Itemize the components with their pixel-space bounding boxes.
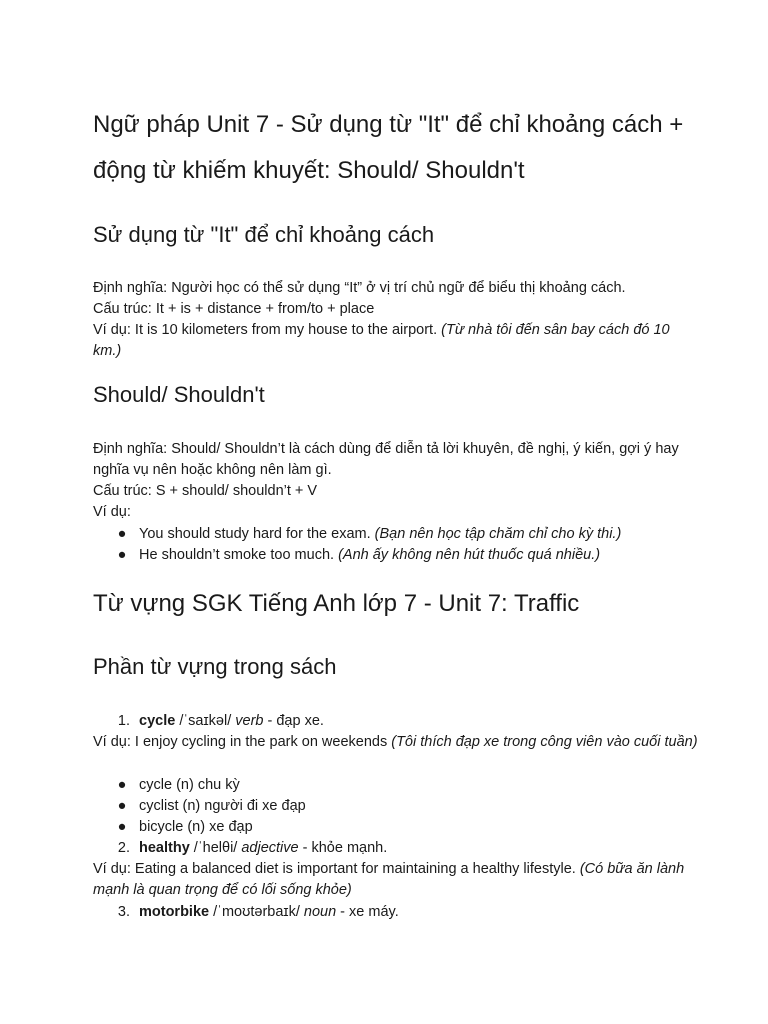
bullet: ●: [117, 819, 127, 835]
related-word: bicycle (n) xe đạp: [139, 819, 253, 835]
vocab-word: healthy: [139, 840, 190, 856]
should-example-translation: (Bạn nên học tập chăm chỉ cho kỳ thi.): [374, 526, 622, 542]
it-structure: Cấu trúc: It + is + distance + from/to + place: [93, 301, 375, 317]
should-example-text: You should study hard for the exam.: [139, 526, 371, 542]
vocab-ipa: /ˈhelθi/: [189, 840, 242, 856]
vocab-pos: verb: [235, 713, 264, 729]
bullet: ●: [117, 526, 127, 542]
should-structure: Cấu trúc: S + should/ shouldn’t + V: [93, 483, 318, 499]
vocab-title: Từ vựng SGK Tiếng Anh lớp 7 - Unit 7: Traffic: [93, 590, 580, 617]
vocab-example-translation: (Tôi thích đạp xe trong công viên vào cuối tuần): [391, 734, 698, 750]
vocab-meaning: - đạp xe.: [263, 713, 324, 729]
item-number: 1.: [117, 713, 130, 729]
it-section: [93, 221, 698, 249]
vocab-example-block: [93, 859, 698, 901]
it-example: [93, 320, 698, 362]
bullet: ●: [117, 798, 127, 814]
vocab-example-block: [93, 732, 698, 753]
vocab-example: [93, 732, 698, 753]
vocab-example-text: Ví dụ: I enjoy cycling in the park on weekends: [93, 734, 388, 750]
item-number: 3.: [117, 904, 130, 920]
vocab-meaning: - khỏe mạnh.: [298, 840, 388, 856]
it-section-heading: Sử dụng từ "It" để chỉ khoảng cách: [93, 222, 435, 247]
it-example-translation: (Từ nhà tôi đến sân bay cách đó 10 km.): [93, 322, 670, 359]
item-number: 2.: [117, 840, 130, 856]
vocab-word: cycle: [139, 713, 176, 729]
grammar-title-block: [93, 102, 698, 194]
vocab-word: motorbike: [139, 904, 210, 920]
vocab-pos: adjective: [241, 840, 299, 856]
should-section-body: [93, 439, 698, 523]
should-definition: Định nghĩa: Should/ Shouldn’t là cách dùng để diễn tả lời khuyên, đề nghị, ý kiến, gợi ý hay nghĩa vụ nên hoặc không nên làm gì.: [93, 441, 679, 478]
vocab-example-translation: (Có bữa ăn lành mạnh là quan trọng để có lối sống khỏe): [93, 861, 685, 898]
should-example-text: He shouldn’t smoke too much.: [139, 547, 335, 563]
bullet: ●: [117, 777, 127, 793]
vocab-example-text: Ví dụ: Eating a balanced diet is important for maintaining a healthy lifestyle.: [93, 861, 576, 877]
related-word: cycle (n) chu kỳ: [139, 777, 240, 793]
vocab-example: [93, 859, 698, 901]
vocab-title-block: [93, 581, 698, 627]
should-example-label: Ví dụ:: [93, 504, 131, 520]
vocab-ipa: /ˈmoʊtərbaɪk/: [209, 904, 304, 920]
should-section-heading: Should/ Shouldn't: [93, 382, 265, 407]
vocab-ipa: /ˈsaɪkəl/: [175, 713, 236, 729]
it-section-body: [93, 278, 698, 362]
it-example-text: Ví dụ: It is 10 kilometers from my house to the airport.: [93, 322, 438, 338]
should-section: [93, 381, 698, 409]
grammar-title: Ngữ pháp Unit 7 - Sử dụng từ "It" để chỉ khoảng cách + động từ khiếm khuyết: Should/ Shouldn't: [93, 111, 684, 184]
should-example-translation: (Anh ấy không nên hút thuốc quá nhiều.): [338, 547, 601, 563]
bullet: ●: [117, 547, 127, 563]
vocab-meaning: - xe máy.: [336, 904, 399, 920]
vocab-pos: noun: [303, 904, 337, 920]
vocab-subheading: Phần từ vựng trong sách: [93, 654, 337, 679]
it-definition: Định nghĩa: Người học có thể sử dụng “It” ở vị trí chủ ngữ để biểu thị khoảng cách.: [93, 280, 626, 296]
vocab-subheading-block: [93, 653, 698, 681]
related-word: cyclist (n) người đi xe đạp: [139, 798, 306, 814]
